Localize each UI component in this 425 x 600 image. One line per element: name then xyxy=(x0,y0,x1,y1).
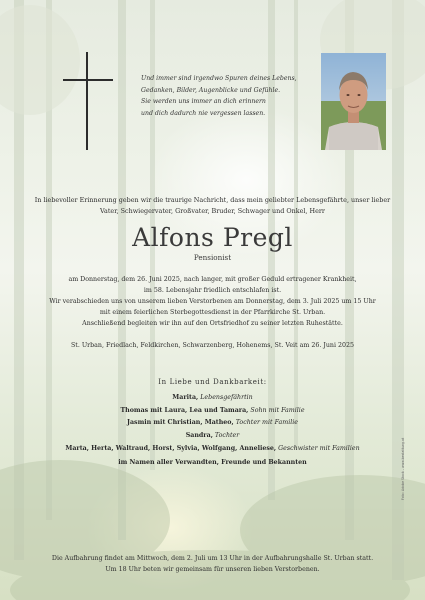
mourner-relation: Geschwister mit Familien xyxy=(278,444,360,452)
mourner-relation: Tochter mit Familie xyxy=(235,419,299,427)
mourner-line xyxy=(20,417,405,430)
poem-line: Sie werden uns immer an dich erinnern xyxy=(141,98,266,106)
place-date: St. Urban, Friedlach, Feldkirchen, Schwarzenberg, Hohenems, St. Veit am 26. Juni 2025 xyxy=(70,342,355,349)
death-notice xyxy=(20,274,405,329)
mourner-names: Thomas mit Laura, Lea und Tamara, xyxy=(120,406,249,414)
footer-line: Um 18 Uhr beten wir gemeinsam für unseren lieben Verstorbenen. xyxy=(105,566,320,574)
notice-line: mit einem feierlichen Sterbegottesdienst in der Pfarrkirche St. Urban. xyxy=(99,309,326,317)
mourner-line xyxy=(20,392,405,405)
poem-line: und dich dadurch nie vergessen lassen. xyxy=(141,109,266,117)
mourner-names: Jasmin mit Christian, Matheo, xyxy=(126,419,234,427)
poem-line: Und immer sind irgendwo Spuren deines Lebens, xyxy=(141,75,297,82)
intro-text xyxy=(20,195,405,218)
mourner-relation: Tochter xyxy=(214,432,240,440)
mourner-line xyxy=(20,443,405,456)
viewing-notice xyxy=(20,553,405,576)
notice-line: Wir verabschieden uns von unserem lieben Verstorbenen am Donnerstag, dem 3. Juli 2025 um 15 Uhr xyxy=(49,298,376,306)
mourner-names: Marita, xyxy=(172,394,199,401)
notice-line: Anschließend begleiten wir ihn auf den Ortsfriedhof zu seiner letzten Ruhestätte. xyxy=(82,320,343,328)
poem-line: Gedanken, Bilder, Augenblicke und Gefühle. xyxy=(141,86,281,94)
cross-icon-bar xyxy=(63,79,113,81)
family-closing-line: im Namen aller Verwandten, Freunde und Bekannten xyxy=(118,459,307,466)
mourner-names: Marta, Herta, Waltraud, Horst, Sylvia, Wolfgang, Anneliese, xyxy=(65,444,277,452)
cross-icon xyxy=(86,52,88,150)
occupation: Pensionist xyxy=(193,253,232,262)
intro-line: In liebevoller Erinnerung geben wir die traurige Nachricht, dass mein geliebter Lebensgefährte, unser lieber xyxy=(34,196,391,204)
notice-line: am Donnerstag, dem 26. Juni 2025, nach langer, mit großer Geduld ertragener Krankheit, xyxy=(68,276,357,283)
mourner-line xyxy=(20,430,405,443)
photo-credit: Foto: Adobe Stock - www.bestattung.at xyxy=(401,437,405,500)
mourners-heading: In Liebe und Dankbarkeit: xyxy=(158,378,267,386)
mourners-list xyxy=(20,392,405,456)
notice-line: im 58. Lebensjahr friedlich entschlafen ist. xyxy=(143,287,282,295)
intro-line: Vater, Schwiegervater, Großvater, Bruder, Schwager und Onkel, Herr xyxy=(100,207,325,216)
mourner-relation: Sohn mit Familie xyxy=(250,406,305,414)
poem xyxy=(141,73,321,119)
deceased-name: Alfons Pregl xyxy=(132,223,293,252)
mourner-names: Sandra, xyxy=(185,432,213,440)
portrait-photo xyxy=(321,53,386,150)
mourner-relation: Lebensgefährtin xyxy=(200,394,253,401)
footer-line: Die Aufbahrung findet am Mittwoch, dem 2. Juli um 13 Uhr in der Aufbahrungshalle St. Urban statt. xyxy=(51,555,374,562)
mourner-line xyxy=(20,405,405,418)
